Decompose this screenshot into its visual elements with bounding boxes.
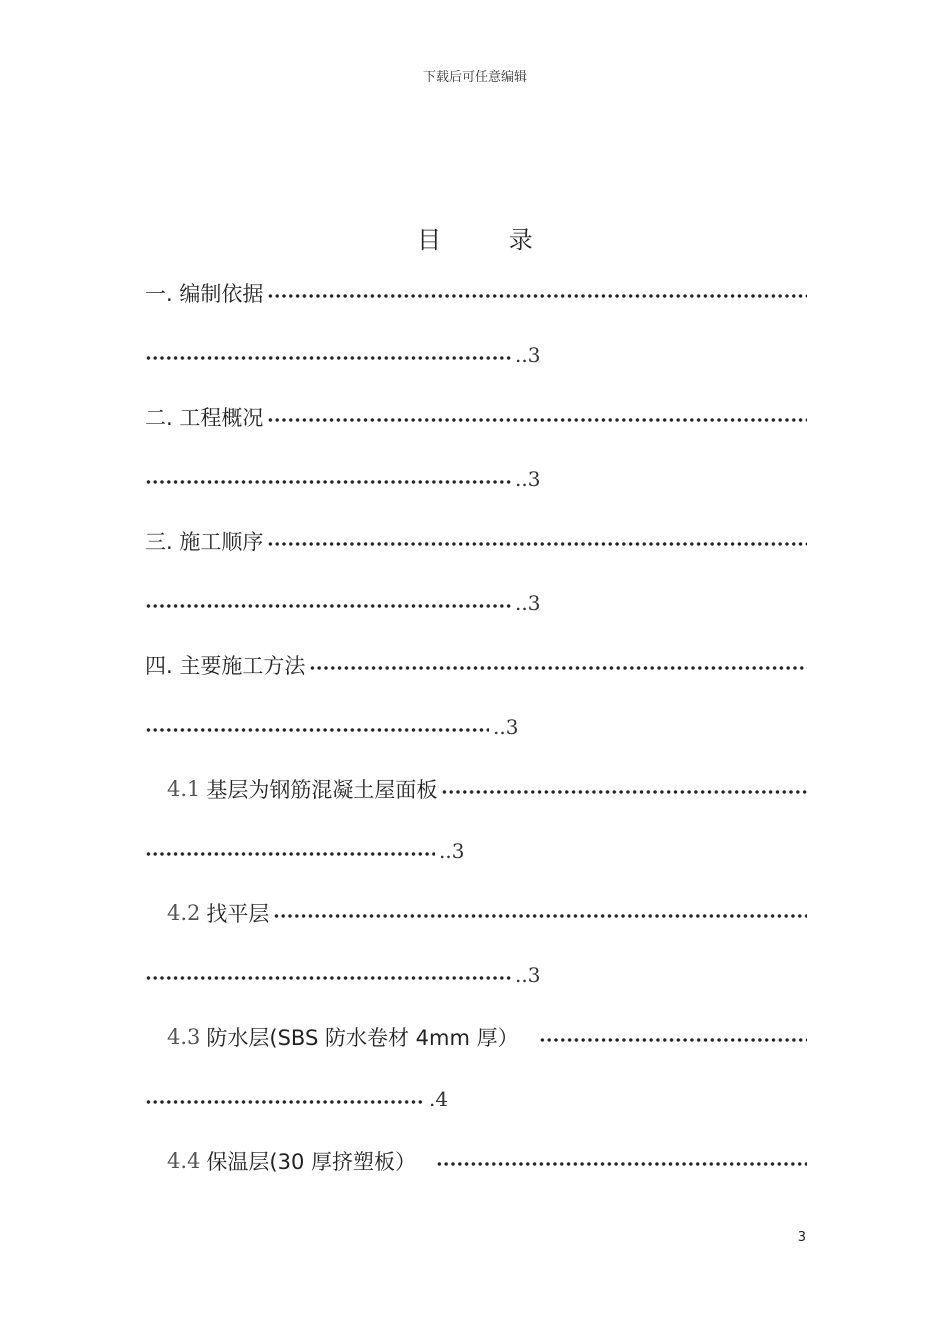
dot-leader bbox=[145, 1099, 425, 1105]
dot-leader bbox=[267, 541, 807, 547]
dot-leader bbox=[145, 851, 435, 857]
toc-entry-number: 4.4 bbox=[167, 1149, 201, 1173]
dot-leader bbox=[145, 727, 489, 733]
dot-leader bbox=[145, 479, 511, 485]
toc-entry-page: ..3 bbox=[439, 839, 465, 863]
toc-entry-page: ..3 bbox=[515, 467, 541, 491]
dot-leader bbox=[436, 1161, 807, 1167]
toc-entry[interactable] bbox=[145, 510, 807, 634]
toc-entry-label: 四. 主要施工方法 bbox=[145, 654, 306, 678]
toc-entry-label: 基层为钢筋混凝土屋面板 bbox=[206, 778, 438, 802]
dot-leader bbox=[145, 603, 511, 609]
toc-entry-number: 4.1 bbox=[167, 777, 201, 801]
toc-entry-label: 一. 编制依据 bbox=[145, 282, 264, 306]
dot-leader bbox=[539, 1037, 807, 1043]
toc-entry[interactable] bbox=[145, 386, 807, 510]
dot-leader bbox=[441, 789, 807, 795]
toc-entry-page: ..3 bbox=[493, 715, 519, 739]
toc-entry-label: 三. 施工顺序 bbox=[145, 530, 264, 554]
toc-entry[interactable] bbox=[145, 758, 807, 882]
dot-leader bbox=[267, 417, 807, 423]
page-number: 3 bbox=[797, 1230, 806, 1245]
toc-entry[interactable] bbox=[145, 262, 807, 386]
dot-leader bbox=[145, 355, 511, 361]
header-note: 下载后可任意编辑 bbox=[422, 70, 527, 85]
dot-leader bbox=[145, 975, 511, 981]
toc-entry[interactable] bbox=[145, 634, 807, 758]
toc-entry-number: 4.2 bbox=[167, 901, 201, 925]
toc-entry-number: 4.3 bbox=[167, 1025, 201, 1049]
toc-title: 目 录 bbox=[417, 226, 563, 254]
toc-entry-page: ..3 bbox=[515, 963, 541, 987]
toc-entry-page: ..3 bbox=[515, 591, 541, 615]
dot-leader bbox=[273, 913, 807, 919]
toc-entry[interactable] bbox=[145, 1006, 807, 1130]
table-of-contents bbox=[145, 262, 807, 1192]
toc-entry-label: 二. 工程概况 bbox=[145, 406, 264, 430]
toc-entry-page: ..3 bbox=[515, 343, 541, 367]
dot-leader bbox=[309, 665, 807, 671]
toc-entry-label: 保温层(30 厚挤塑板） bbox=[206, 1150, 416, 1174]
toc-entry[interactable] bbox=[145, 882, 807, 1006]
toc-entry[interactable] bbox=[145, 1130, 807, 1192]
toc-entry-label: 找平层 bbox=[206, 902, 270, 926]
toc-entry-page: .4 bbox=[429, 1087, 449, 1111]
dot-leader bbox=[267, 293, 807, 299]
toc-entry-label: 防水层(SBS 防水卷材 4mm 厚） bbox=[206, 1026, 519, 1050]
